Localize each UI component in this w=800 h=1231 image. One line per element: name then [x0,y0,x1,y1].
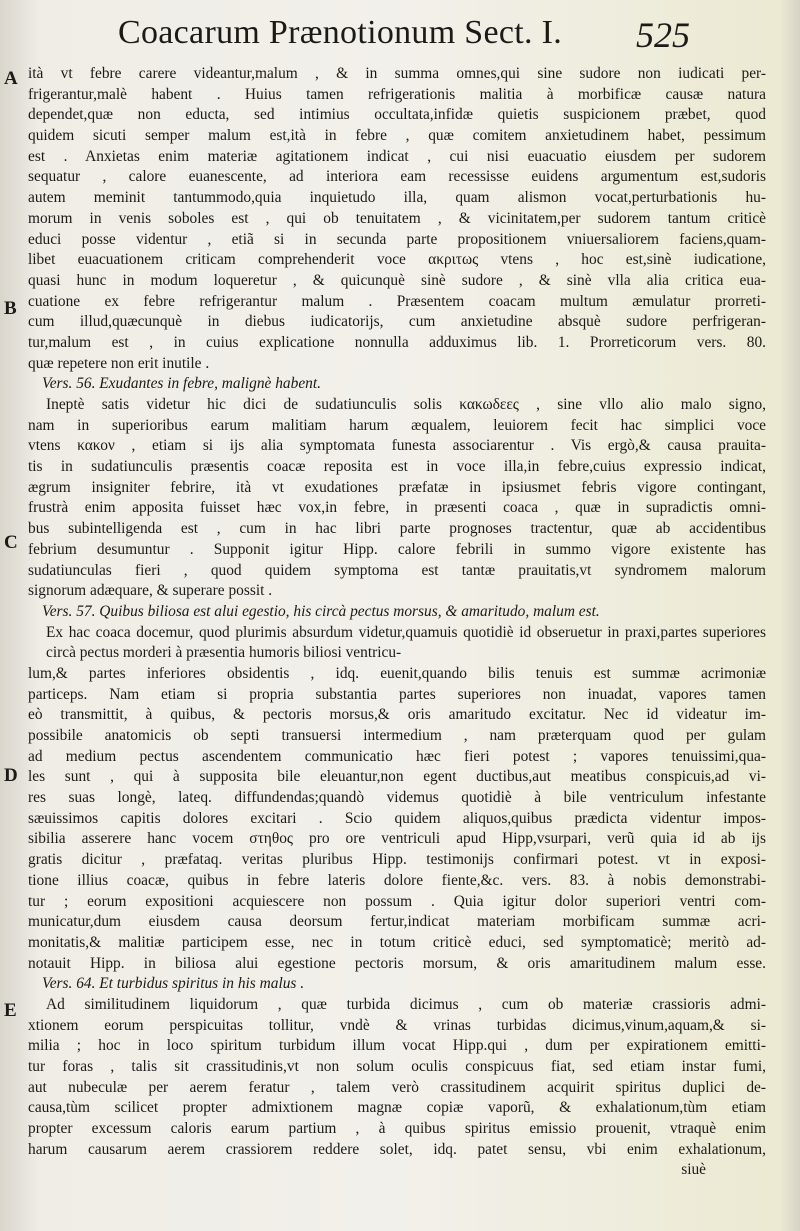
text-line: libet euacuationem criticam comprehenderit voce ακριτως vtens , hoc est,sinè iudicatione, [28,251,766,269]
text-line: quasi hunc in modum loqueretur , & quicunquè sinè sudore , & sinè vlla alia critica eua- [28,271,766,289]
text-line: tur,malum est , in cuius explicatione nonnulla adduximus lib. 1. Prorreticorum vers. 80. [28,333,766,351]
text-line: frigerantur,malè habent . Huius tamen refrigerationis malitia à morbificæ causæ natura [28,85,766,103]
text-line: possibile anatomicis ob septi transuersi intermedium , nam præterquam quod per gulam [28,727,766,745]
text-line: cuatione ex febre refrigerantur malum . Præsentem coacam multum æmulatur prorreti- [28,292,766,310]
margin-letter-e: E [4,1000,17,1021]
running-title: Coacarum Prænotionum Sect. I. [118,14,563,51]
catchword: siuè [681,1161,706,1179]
text-line: febrium desumuntur . Supponit igitur Hipp. calore febrili in summo vigore existente has [28,540,766,558]
text-line: cum illud,quæcunquè in diebus iudicatorijs, cum anxietudine absquè sudore perfrigeran- [28,313,766,331]
text-line: particeps. Nam etiam si propria substantia partes superiores non inuadat, vapores tamen [28,685,766,703]
text-line: morum in venis soboles est , qui ob tenuitatem , & vicinitatem,per sudorem tantum criticè [28,209,766,227]
body-text [28,64,766,1181]
text-line: tur foras , talis sit crassitudinis,vt non solum oculis conspicuus fiat, sed etiam instar fumi, [28,1058,766,1076]
text-line: les sunt , qui à supposita bile eleuantur,non egent ductibus,aut meatibus conspicuis,ad vi- [28,768,766,786]
text-line: vtens κακον , etiam si ijs alia symptomata funesta associarentur . Vis ergò,& causa prauita- [28,437,766,455]
margin-letter-c: C [4,532,18,553]
text-line: frustrà enim apposita fuisset hæc vox,in febre, in præsenti coaca , quæ in supradictis omni- [28,499,766,517]
text-line: tur ; eorum expositioni acquiescere non possum . Quia igitur dolor superiori ventri com- [28,892,766,910]
text-line: tione illius coacæ, quibus in febre lateris dolore fiente,&c. vers. 83. à nobis demonstrabi- [28,871,766,889]
text-line: harum causarum aerem crassiorem reddere solet, idq. patet sensu, vbi enim exhalationum, [28,1140,766,1158]
text-line: nam in superioribus earum malitiam harum æqualem, leuiorem fecit hac simplici voce [28,416,766,434]
margin-letter-a: A [4,68,18,89]
text-line: monitatis,& malitiæ participem esse, nec in totum criticè educi, sed symptomaticè; meritò ad- [28,933,766,951]
text-line: xtionem eorum perspicuitas tollitur, vndè & vrinas turbidas dicimus,vinum,aquam,& si- [28,1016,766,1034]
text-line: propter excessum caloris earum partium , à quibus spiritus emissio prouenit, vtraquè enim [28,1120,766,1138]
text-line: sequatur , calore euanescente, ad interiora eam recessisse euidens argumentum est,sudoris [28,168,766,186]
verse-heading: Vers. 57. Quibus biliosa est alui egestio, his circà pectus morsus, & amaritudo, malum est. [42,602,600,620]
margin-letter-b: B [4,298,17,319]
text-line: municatur,dum eiusdem causa deorsum fertur,indicat materiam morbificam summæ acri- [28,913,766,931]
text-line: sibilia asserere hanc vocem στηθος pro ore ventriculi apud Hipp,vsurpari, verũ quia id ab ijs [28,830,766,848]
text-line: sudatiunculas fieri , quod quidem symptoma est tantæ prauitatis,vt syndromem malorum [28,561,766,579]
text-line: notauit Hipp. in biliosa alui egestione pectoris morsum, & oris amaritudinem malum esse. [28,954,766,972]
text-line: ad medium pectus ascendentem communicatio hæc fieri potest ; vapores tenuissimi,qua- [28,747,766,765]
page-header [0,10,800,62]
text-line: gratis dicitur , præfataq. veritas pluribus Hipp. testimonijs confirmari potest. vt in exposi- [28,851,766,869]
verse-heading: Vers. 64. Et turbidus spiritus in his malus . [42,975,305,993]
text-line: lum,& partes inferiores obsidentis , idq. euenit,quando bilis tenuis est summæ acrimoniæ [28,664,766,682]
text-line: quidem sicuti semper malum est,ità in febre , quæ comitem anxietudinem habet, pessimum [28,127,766,145]
text-line: tis in sudatiunculis præsentis coacæ reposita est in voce illa,in febre,cuius expressio indicat, [28,458,766,476]
text-line: milia ; hoc in loco spiritum turbidum illum vocat Hipp.qui , dum per expirationem emitti- [28,1037,766,1055]
text-line: educi posse videntur , etiã si in secunda parte propositionem vniuersaliorem faciens,quam- [28,230,766,248]
text-line: dependet,quæ non educta, sed intimius occultata,infidæ quietis suspicionem præbet, quod [28,106,766,124]
text-line: Ex hac coaca docemur, quod plurimis absurdum videtur,quamuis quotidiè id obseruetur in praxi,partes superiores circà pectus morderi à præsentia humoris biliosi ventricu- [46,623,766,662]
text-line: Ineptè satis videtur hic dici de sudatiunculis solis κακωδεες , sine vllo alio malo signo, [46,396,766,413]
text-line: signorum adæquare, & superare possit . [28,582,273,600]
text-line: ægrum insigniter febrire, ità vt exudationes præfatæ in ipsiusmet febris vigore contingant, [28,478,766,496]
verse-heading: Vers. 56. Exudantes in febre, malignè habent. [42,375,321,393]
text-line: est . Anxietas enim materiæ agitationem indicat , cui nisi euacuatio eiusdem per sudorem [28,147,766,165]
text-line: aut nubeculæ per aerem feratur , talem verò crassitudinem acquirit spiritus duplici de- [28,1078,766,1096]
text-line: bus subintelligenda est , cum in hac libri parte prognoses tractentur, quæ ab accidentibus [28,520,766,538]
text-line: autem meminit tantummodo,quia inquietudo illa, quam alismon vocat,perturbationis hu- [28,189,766,207]
text-line: res suas longè, lateq. diffundendas;quandò videmus quotidiè à bile ventriculum infestante [28,789,766,807]
text-line: quæ repetere non erit inutile . [28,354,210,372]
page-number: 525 [636,15,690,55]
text-line: eò transmittit, à quibus, & pectoris morsus,& oris amaritudo excitatur. Nec id videatur im- [28,706,766,724]
text-line: causa,tùm scilicet propter admixtionem magnæ copiæ vaporũ, & exhalationum,tùm etiam [28,1099,766,1117]
text-line: ità vt febre carere videantur,malum , & in summa omnes,qui sine sudore non iudicati per- [28,65,766,82]
text-line: sæuissimos capitis dolores excitari . Scio quidem aliquos,quibus prædicta videntur impos- [28,809,766,827]
text-line: Ad similitudinem liquidorum , quæ turbida dicimus , cum ob materiæ crassioris admi- [46,995,766,1013]
margin-letter-d: D [4,765,18,786]
